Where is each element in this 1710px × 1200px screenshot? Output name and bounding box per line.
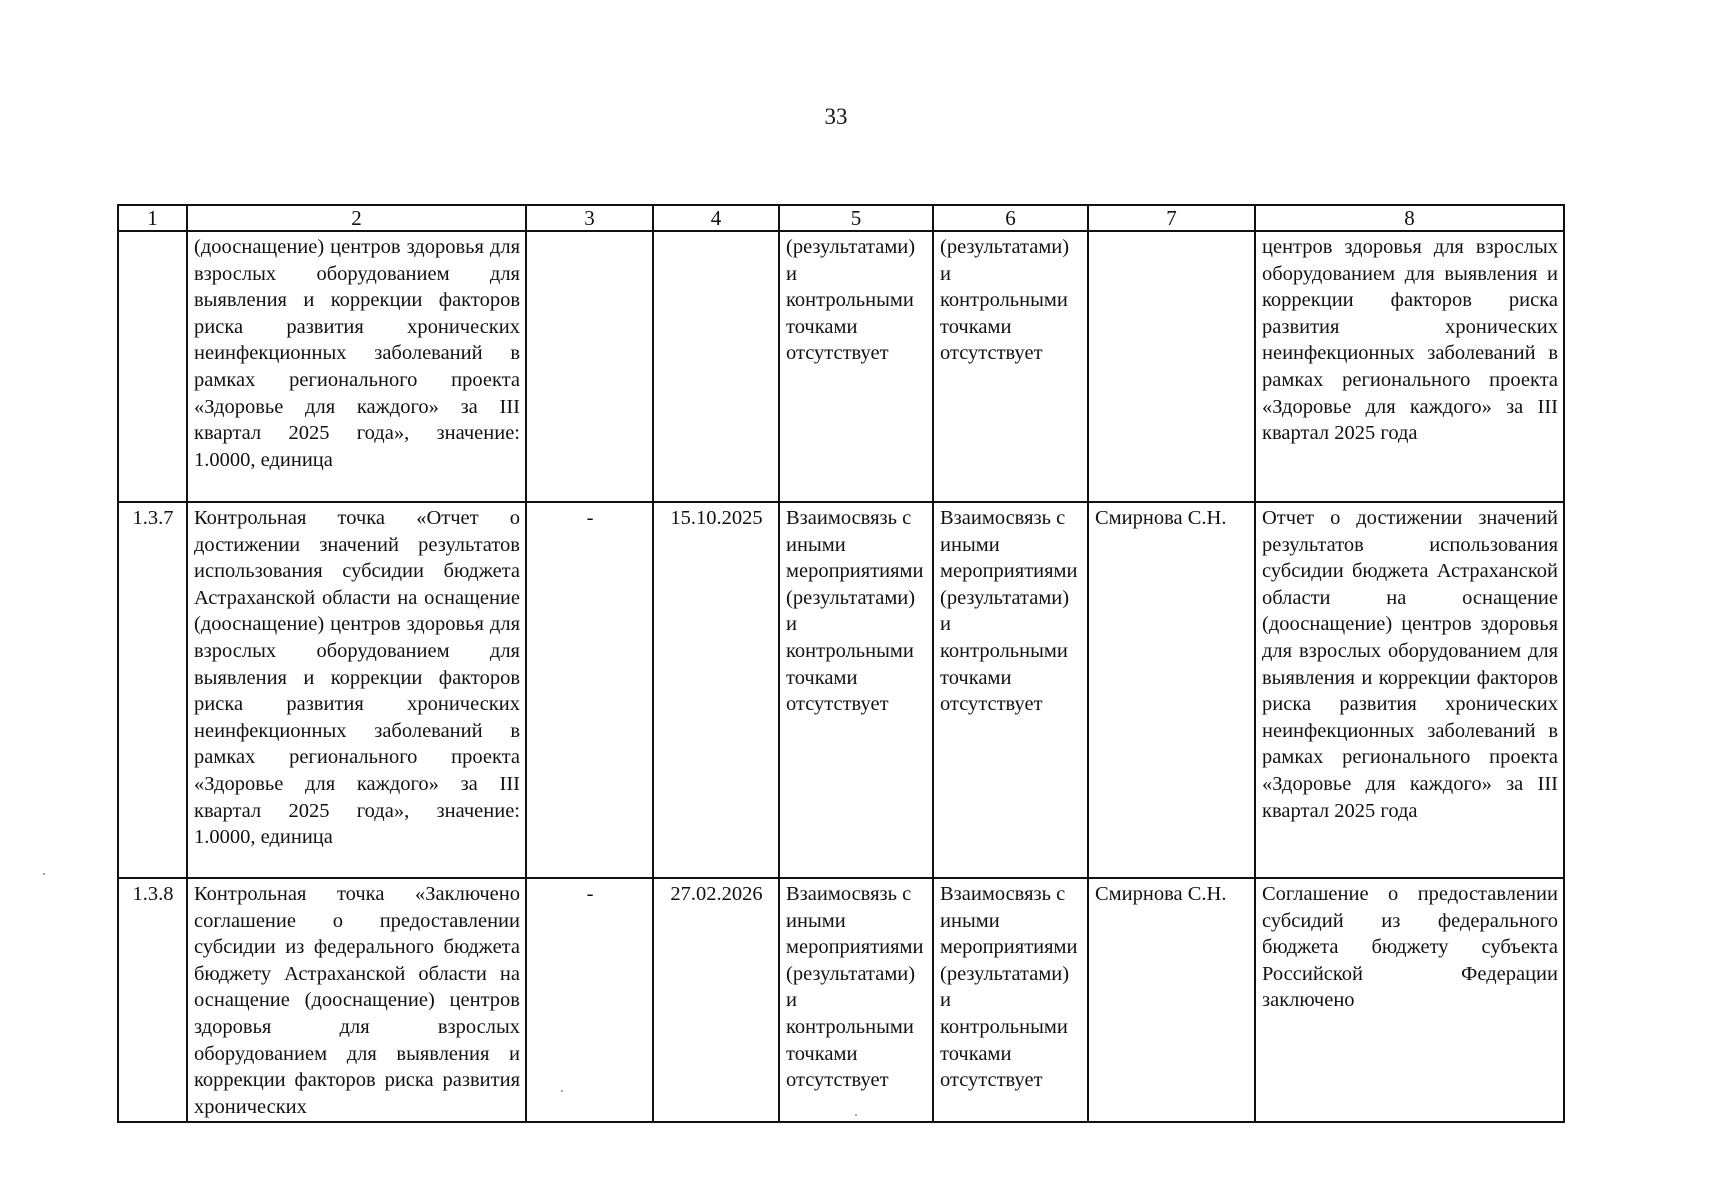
responsible-cell	[1088, 231, 1255, 502]
relation-cell-5: (результатами) и контрольными точками отсутствует	[779, 231, 933, 502]
description-cell: (дооснащение) центров здоровья для взрослых оборудованием для выявления и коррекции факторов риска развития хронических неинфекционных заболеваний в рамках регионального проекта «Здоровье для каждого» за III квартал 2025 года», значение: 1.0000, единица	[187, 231, 526, 502]
responsible-cell: Смирнова С.Н.	[1088, 502, 1255, 878]
relation-cell-5: Взаимосвязь с иными мероприятиями (результатами) и контрольными точками отсутствует	[779, 878, 933, 1122]
activity-table	[117, 204, 1565, 1123]
scan-speck	[855, 1114, 857, 1116]
table-row-continuation	[118, 231, 1564, 502]
relation-cell-6: (результатами) и контрольными точками отсутствует	[933, 231, 1088, 502]
column-header-6: 6	[933, 205, 1088, 231]
scan-speck	[43, 873, 45, 875]
row-number-cell	[118, 231, 187, 502]
column-3-cell: -	[526, 878, 653, 1122]
column-header-1: 1	[118, 205, 187, 231]
description-cell: Контрольная точка «Отчет о достижении значений результатов использования субсидии бюджета Астраханской области на оснащение (дооснащение) центров здоровья для взрослых оборудованием для выявления и коррекции факторов риска развития хронических неинфекционных заболеваний в рамках регионального проекта «Здоровье для каждого» за III квартал 2025 года», значение: 1.0000, единица	[187, 502, 526, 878]
column-3-cell	[526, 231, 653, 502]
relation-cell-6: Взаимосвязь с иными мероприятиями (результатами) и контрольными точками отсутствует	[933, 878, 1088, 1122]
column-header-2: 2	[187, 205, 526, 231]
column-header-3: 3	[526, 205, 653, 231]
page-number: 33	[824, 104, 848, 129]
column-header-8: 8	[1255, 205, 1564, 231]
date-cell: 27.02.2026	[653, 878, 779, 1122]
result-cell: Отчет о достижении значений результатов использования субсидии бюджета Астраханской области на оснащение (дооснащение) центров здоровья для взрослых оборудованием для выявления и коррекции факторов риска развития хронических неинфекционных заболеваний в рамках регионального проекта «Здоровье для каждого» за III квартал 2025 года	[1255, 502, 1564, 878]
description-cell: Контрольная точка «Заключено соглашение о предоставлении субсидии из федерального бюджета бюджету Астраханской области на оснащение (дооснащение) центров здоровья для взрослых оборудованием для выявления и коррекции факторов риска развития хронических	[187, 878, 526, 1122]
responsible-cell: Смирнова С.Н.	[1088, 878, 1255, 1122]
column-header-4: 4	[653, 205, 779, 231]
column-3-cell: -	[526, 502, 653, 878]
result-cell: Соглашение о предоставлении субсидий из федерального бюджета бюджету субъекта Российской Федерации заключено	[1255, 878, 1564, 1122]
relation-cell-6: Взаимосвязь с иными мероприятиями (результатами) и контрольными точками отсутствует	[933, 502, 1088, 878]
row-number-cell: 1.3.8	[118, 878, 187, 1122]
scan-speck	[561, 1090, 563, 1092]
result-cell: центров здоровья для взрослых оборудованием для выявления и коррекции факторов риска развития хронических неинфекционных заболеваний в рамках регионального проекта «Здоровье для каждого» за III квартал 2025 года	[1255, 231, 1564, 502]
date-cell	[653, 231, 779, 502]
column-header-7: 7	[1088, 205, 1255, 231]
row-number-cell: 1.3.7	[118, 502, 187, 878]
table-row-1-3-8	[118, 878, 1564, 1122]
table-row-1-3-7	[118, 502, 1564, 878]
table-header-row	[118, 205, 1564, 231]
relation-cell-5: Взаимосвязь с иными мероприятиями (результатами) и контрольными точками отсутствует	[779, 502, 933, 878]
date-cell: 15.10.2025	[653, 502, 779, 878]
column-header-5: 5	[779, 205, 933, 231]
